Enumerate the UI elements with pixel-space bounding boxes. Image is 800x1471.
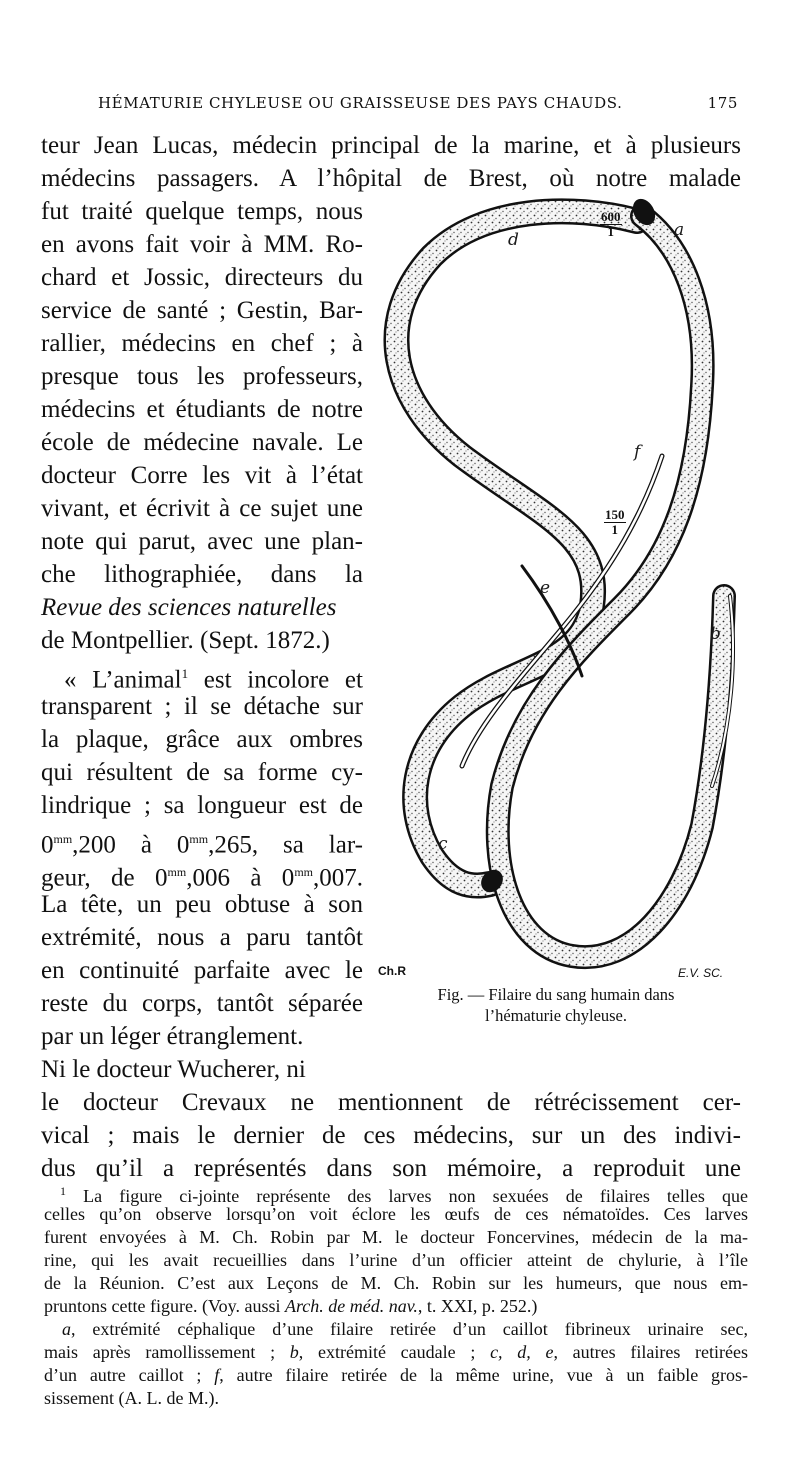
body-line: vical ; mais le dernier de ces médecins, sur un des indivi- <box>41 1122 741 1149</box>
scale-denominator: 1 <box>611 522 618 537</box>
scale-150 <box>604 508 626 537</box>
footnote-line <box>44 1364 748 1386</box>
body-line: le docteur Crevaux ne mentionnent de rétrécissement cer- <box>41 1089 741 1116</box>
body-line: médecins passagers. A l’hôpital de Brest, où notre malade <box>41 165 741 192</box>
measure-part: ,265, sa lar- <box>208 831 363 859</box>
footnote-line <box>44 1295 748 1317</box>
footnote-ref: 1 <box>181 666 189 681</box>
caption-line: l’hématurie chyleuse. <box>484 1006 628 1025</box>
figure-label-c: c <box>438 834 448 854</box>
measure-line <box>41 823 363 859</box>
scale-600 <box>600 210 622 239</box>
quote-text: « L’animal <box>64 666 182 694</box>
caption-line: Fig. — Filaire du sang humain dans <box>437 985 675 1004</box>
footnote-journal: Arch. de méd. nav. <box>284 1296 418 1316</box>
filaria-figure <box>372 186 744 986</box>
figure-label-d: d <box>508 230 519 250</box>
footnote-text: pruntons cette figure. (Voy. aussi <box>44 1296 285 1316</box>
footnote-letter: c, d, e <box>490 1342 554 1362</box>
filaria-illustration <box>372 186 744 986</box>
page-number: 175 <box>707 94 738 112</box>
body-line: docteur Corre les vit à l’état <box>41 462 363 489</box>
body-line: par un léger étranglement. <box>41 1023 304 1050</box>
body-line: en avons fait voir à MM. Ro- <box>41 231 363 258</box>
scale-numerator: 150 <box>605 507 625 522</box>
footnote-text: d’un autre caillot ; <box>44 1365 215 1385</box>
quote-rest: est incolore et <box>188 666 363 694</box>
figure-label-e: e <box>540 578 551 598</box>
footnote-line <box>44 1341 748 1363</box>
body-line: la plaque, grâce aux ombres <box>41 726 363 753</box>
engraver-signature-left: Ch.R <box>378 964 406 978</box>
body-line: médecins et étudiants de notre <box>41 396 363 423</box>
footnote-letter: a <box>62 1319 71 1339</box>
footnote-text: , autres filaires retirées <box>553 1342 749 1362</box>
figure-label-a: a <box>674 220 685 240</box>
scale-numerator: 600 <box>601 209 621 224</box>
body-line: transparent ; il se détache sur <box>41 693 363 720</box>
body-line: qui résultent de sa forme cy- <box>41 759 363 786</box>
footnote-text: mais après ramollissement ; <box>44 1342 290 1362</box>
body-line: presque tous les professeurs, <box>41 363 363 390</box>
unit-mm: mm <box>53 832 73 846</box>
figure-label-b: b <box>710 624 721 644</box>
scale-denominator: 1 <box>607 224 614 239</box>
measure-part: 0 <box>41 831 54 859</box>
unit-mm: mm <box>189 832 209 846</box>
figure-caption <box>376 984 736 1026</box>
footnote-line: celles qu’on observe lorsqu’on voit éclore les œufs de ces nématoïdes. Ces larves <box>44 1204 748 1224</box>
footnote-text: La figure ci-jointe représente des larves non sexuées de filaires telles que <box>83 1186 749 1206</box>
body-line: rallier, médecins en chef ; à <box>41 330 363 357</box>
footnote-line: sissement (A. L. de M.). <box>44 1388 219 1408</box>
running-title: HÉMATURIE CHYLEUSE OU GRAISSEUSE DES PAYS CHAUDS. <box>98 94 623 112</box>
body-line: extrémité, nous a paru tantôt <box>41 924 363 951</box>
body-line: La tête, un peu obtuse à son <box>41 891 363 918</box>
journal-title: Revue des sciences naturelles <box>41 594 337 621</box>
footnote-text: , extrémité caudale ; <box>298 1342 491 1362</box>
measure-part: ,006 à 0 <box>186 864 295 892</box>
body-line: vivant, et écrivit à ce sujet une <box>41 495 363 522</box>
body-line: de Montpellier. (Sept. 1872.) <box>41 627 330 654</box>
body-line: fut traité quelque temps, nous <box>41 198 363 225</box>
body-line: en continuité parfaite avec le <box>41 957 363 984</box>
body-line: dus qu’il a représentés dans son mémoire, a reproduit une <box>41 1155 741 1182</box>
measure-part: ,200 à 0 <box>72 831 190 859</box>
body-line: école de médecine navale. Le <box>41 429 363 456</box>
footnote-line <box>62 1318 748 1340</box>
unit-mm: mm <box>167 865 187 879</box>
measure-part: geur, de 0 <box>41 864 168 892</box>
body-line: chard et Jossic, directeurs du <box>41 264 363 291</box>
footnote-text: , autre filaire retirée de la même urine, vue à un faible gros- <box>219 1365 748 1385</box>
engraver-signature-right: E.V. SC. <box>678 966 724 980</box>
body-line: note qui parut, avec une plan- <box>41 528 363 555</box>
quote-start-line <box>64 658 363 694</box>
body-line: lindrique ; sa longueur est de <box>41 792 363 819</box>
body-line: reste du corps, tantôt séparée <box>41 990 363 1017</box>
running-head <box>88 92 742 118</box>
footnote-line: furent envoyées à M. Ch. Robin par M. le docteur Foncervines, médecin de la ma- <box>44 1227 748 1247</box>
footnote-line: de la Réunion. C’est aux Leçons de M. Ch. Robin sur les humeurs, que nous em- <box>44 1273 748 1293</box>
footnote-line <box>60 1180 749 1206</box>
footnote-line: rine, qui les avait recueillies dans l’urine d’un officier atteint de chylurie, à l’île <box>44 1250 748 1270</box>
measure-part: ,007. <box>312 864 363 892</box>
journal-title-line <box>41 592 363 624</box>
figure-label-f: f <box>634 442 641 462</box>
footnote-letter: b <box>289 1342 299 1362</box>
body-line: service de santé ; Gestin, Bar- <box>41 297 363 324</box>
body-line: Ni le docteur Wucherer, ni <box>41 1056 306 1083</box>
footnote-text: , t. XXI, p. 252.) <box>417 1296 538 1316</box>
footnote-marker: 1 <box>60 1184 66 1198</box>
footnote-text: , extrémité céphalique d’une filaire retirée d’un caillot fibrineux urinaire sec, <box>71 1319 748 1339</box>
body-line: che lithographiée, dans la <box>41 561 363 588</box>
footnote-letter: f <box>214 1365 220 1385</box>
body-line: teur Jean Lucas, médecin principal de la marine, et à plusieurs <box>41 132 741 159</box>
measure-line <box>41 856 363 892</box>
unit-mm: mm <box>294 865 313 879</box>
